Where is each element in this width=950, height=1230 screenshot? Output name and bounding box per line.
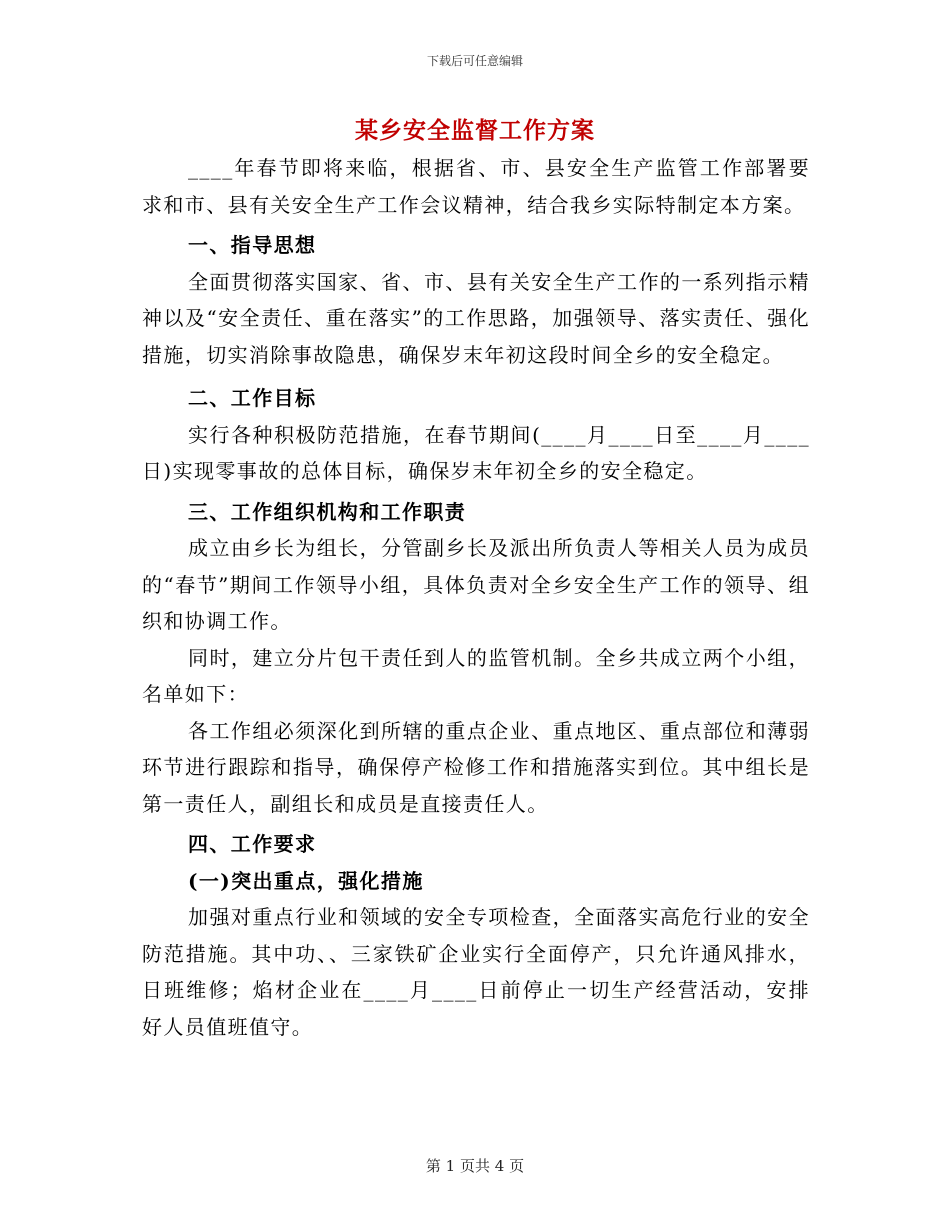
requirements-paragraph: 加强对重点行业和领域的安全专项检查，全面落实高危行业的安全防范措施。其中功、、三家铁矿企业实行全面停产，只允许通风排水，日班维修；焰材企业在____月____日前停止一切生产经营活动，安排好人员值班值守。 <box>142 905 810 1039</box>
section-heading-work-goals: 二、工作目标 <box>188 386 317 410</box>
subsection-heading-focus: (一)突出重点，强化措施 <box>188 868 424 893</box>
document-body <box>142 150 810 1045</box>
organization-groups-paragraph: 同时，建立分片包干责任到人的监管机制。全乡共成立两个小组，名单如下： <box>142 645 810 706</box>
organization-paragraph: 成立由乡长为组长，分管副乡长及派出所负责人等相关人员为成员的“春节”期间工作领导小组，具体负责对全乡安全生产工作的领导、组织和协调工作。 <box>142 536 810 633</box>
organization-duties-paragraph: 各工作组必须深化到所辖的重点企业、重点地区、重点部位和薄弱环节进行跟踪和指导，确保停产检修工作和措施落实到位。其中组长是第一责任人，副组长和成员是直接责任人。 <box>142 718 810 816</box>
document-title: 某乡安全监督工作方案 <box>355 117 595 144</box>
page-number-footer: 第 1 页共 4 页 <box>425 1157 525 1175</box>
section-heading-guiding-ideology: 一、指导思想 <box>188 233 317 257</box>
intro-paragraph: ____年春节即将来临，根据省、市、县安全生产监管工作部署要求和市、县有关安全生产工作会议精神，结合我乡实际特制定本方案。 <box>142 156 810 217</box>
work-goals-paragraph: 实行各种积极防范措施，在春节期间(____月____日至____月____日)实现零事故的总体目标，确保岁末年初全乡的安全稳定。 <box>142 422 810 483</box>
guiding-ideology-paragraph: 全面贯彻落实国家、省、市、县有关安全生产工作的一系列指示精神以及“安全责任、重在落实”的工作思路，加强领导、落实责任、强化措施，切实消除事故隐患，确保岁末年初这段时间全乡的安全稳定。 <box>142 269 810 367</box>
page-header-note: 下载后可任意编辑 <box>426 54 523 68</box>
section-heading-organization: 三、工作组织机构和工作职责 <box>188 499 467 524</box>
section-heading-requirements: 四、工作要求 <box>188 832 317 856</box>
